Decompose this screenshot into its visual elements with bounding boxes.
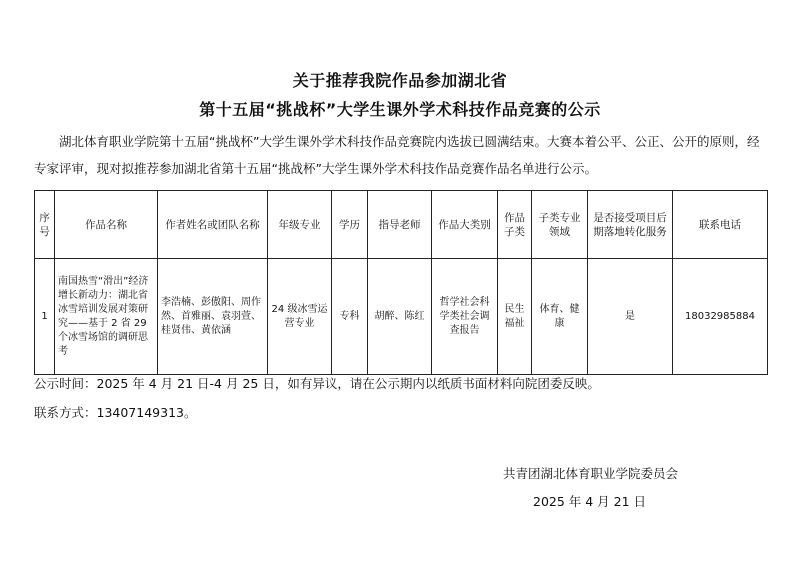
- cell-grade-major: 24 级冰雪运营专业: [268, 259, 332, 375]
- notice-period: 公示时间：2025 年 4 月 21 日-4 月 25 日，如有异议，请在公示期内以纸质书面材料向院团委反映。: [34, 376, 600, 391]
- signature-organization: 共青团湖北体育职业学院委员会: [503, 466, 679, 481]
- header-authors: 作者姓名或团队名称: [158, 191, 268, 259]
- cell-phone: 18032985884: [673, 259, 768, 375]
- cell-subcategory: 民生福祉: [498, 259, 532, 375]
- header-phone: 联系电话: [673, 191, 768, 259]
- header-category: 作品大类别: [432, 191, 498, 259]
- header-education: 学历: [332, 191, 368, 259]
- header-subcategory: 作品子类: [498, 191, 532, 259]
- intro-paragraph: 湖北体育职业学院第十五届“挑战杯”大学生课外学术科技作品竞赛院内选拔已圆满结束。大赛本着公平、公正、公开的原则，经专家评审，现对拟推荐参加湖北省第十五届“挑战杯”大学生课外学术科技作品竞赛作品名单进行公示。: [34, 134, 760, 176]
- cell-field: 体育、健康: [532, 259, 588, 375]
- cell-no: 1: [35, 259, 55, 375]
- table-row: [35, 259, 768, 375]
- contact-info: 联系方式：13407149313。: [34, 405, 197, 420]
- cell-education: 专科: [332, 259, 368, 375]
- cell-authors: 李浩楠、彭傲阳、周作然、首雅丽、袁羽萱、桂贤伟、黄依涵: [158, 259, 268, 375]
- document-title-line-2: 第十五届“挑战杯”大学生课外学术科技作品竞赛的公示: [199, 100, 601, 119]
- header-field: 子类专业领域: [532, 191, 588, 259]
- header-no: 序号: [35, 191, 55, 259]
- header-advisor: 指导老师: [368, 191, 432, 259]
- cell-advisor: 胡醉、陈红: [368, 259, 432, 375]
- header-work-name: 作品名称: [55, 191, 158, 259]
- cell-accept-service: 是: [588, 259, 673, 375]
- header-accept-service: 是否接受项目后期落地转化服务: [588, 191, 673, 259]
- nominee-table: [34, 190, 768, 375]
- document-title-line-1: 关于推荐我院作品参加湖北省: [292, 71, 508, 90]
- cell-category: 哲学社会科学类社会调查报告: [432, 259, 498, 375]
- signature-date: 2025 年 4 月 21 日: [533, 494, 647, 509]
- cell-work-name: 南国热雪“滑出”经济增长新动力：湖北省冰雪培训发展对策研究——基于 2 省 29 个冰雪场馆的调研思考: [55, 259, 158, 375]
- table-header-row: [35, 191, 768, 259]
- header-grade-major: 年级专业: [268, 191, 332, 259]
